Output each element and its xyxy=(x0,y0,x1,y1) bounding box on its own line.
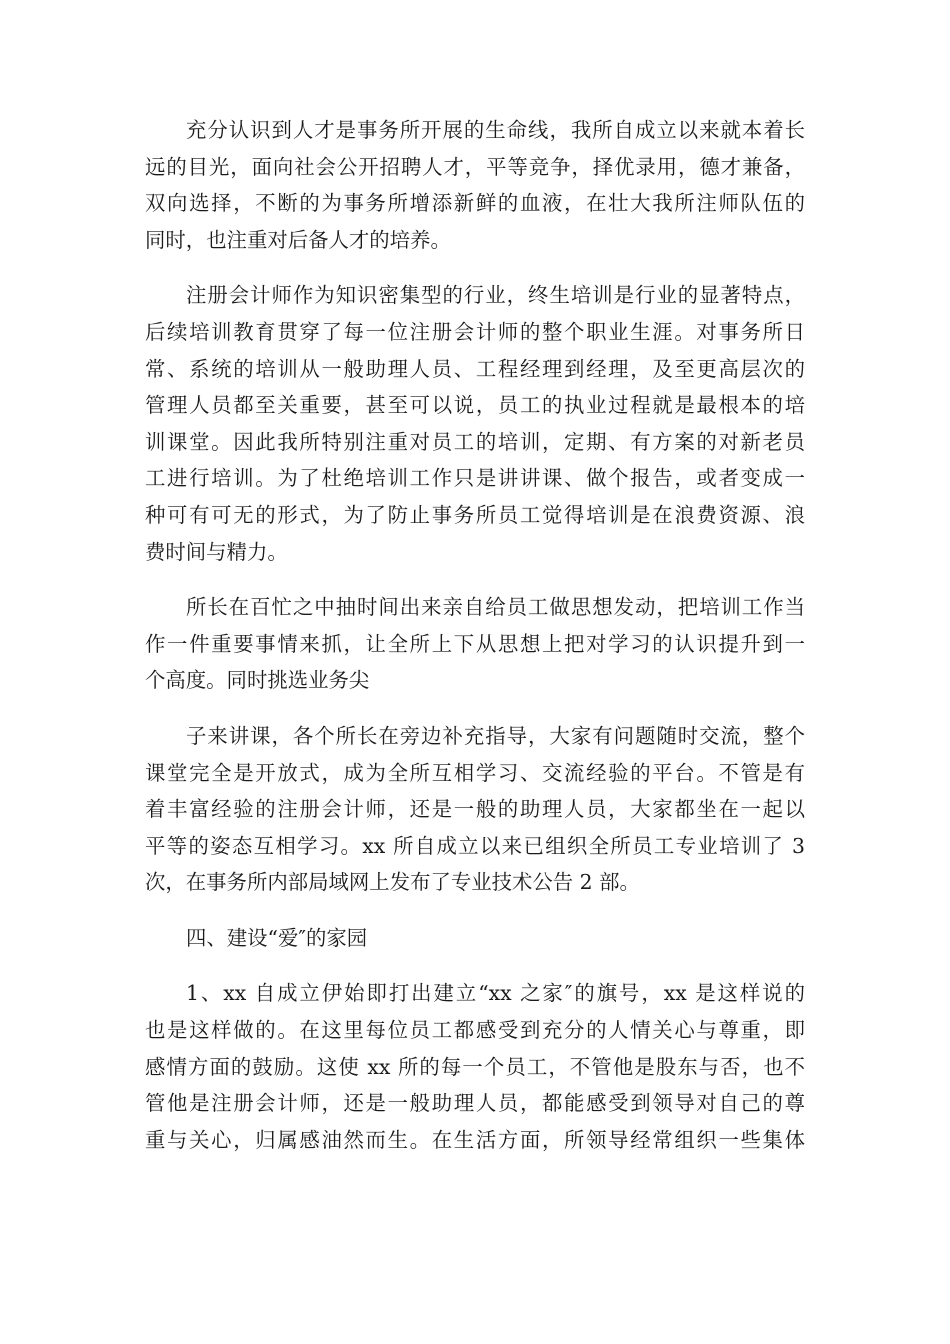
text-line: 管理人员都至关重要，甚至可以说，员工的执业过程就是最根本的培 xyxy=(145,393,805,418)
paragraph-talent-recruitment xyxy=(145,112,805,258)
text-line: 充分认识到人才是事务所开展的生命线，我所自成立以来就本着长 xyxy=(186,118,805,142)
text-line: 着丰富经验的注册会计师，还是一般的助理人员，大家都坐在一起以 xyxy=(145,797,805,822)
text-line: 管他是注册会计师，还是一般助理人员，都能感受到领导对自己的尊 xyxy=(145,1091,805,1116)
paragraph-cpa-training xyxy=(145,277,805,570)
text-line: 所长在百忙之中抽时间出来亲自给员工做思想发动，把培训工作当 xyxy=(186,595,805,620)
heading-line: 四、建设“爱″的家园 xyxy=(186,925,368,950)
text-line: 后续培训教育贯穿了每一位注册会计师的整个职业生涯。对事务所日 xyxy=(145,319,805,344)
text-line: 双向选择，不断的为事务所增添新鲜的血液，在壮大我所注师队伍的 xyxy=(145,191,805,216)
section-heading xyxy=(145,920,805,957)
text-line: 远的目光，面向社会公开招聘人才，平等竞争，择优录用，德才兼备， xyxy=(145,154,805,179)
paragraph-open-classroom xyxy=(145,718,805,901)
text-line: 1、xx 自成立伊始即打出建立“xx 之家″的旗号，xx 是这样说的 xyxy=(186,981,805,1006)
text-line: 常、系统的培训从一般助理人员、工程经理到经理，及至更高层次的 xyxy=(145,356,805,381)
text-line: 工进行培训。为了杜绝培训工作只是讲讲课、做个报告，或者变成一 xyxy=(145,466,805,491)
text-line: 课堂完全是开放式，成为全所互相学习、交流经验的平台。不管是有 xyxy=(145,760,805,785)
text-line: 注册会计师作为知识密集型的行业，终生培训是行业的显著特点， xyxy=(186,283,805,308)
text-line: 同时，也注重对后备人才的培养。 xyxy=(145,227,451,252)
text-line: 感情方面的鼓励。这使 xx 所的每一个员工，不管他是股东与否，也不 xyxy=(145,1054,805,1079)
paragraph-home-of-love xyxy=(145,975,805,1158)
text-line: 次，在事务所内部局域网上发布了专业技术公告 2 部。 xyxy=(145,870,640,895)
text-line: 作一件重要事情来抓，让全所上下从思想上把对学习的认识提升到一 xyxy=(145,631,805,656)
text-line: 也是这样做的。在这里每位员工都感受到充分的人情关心与尊重，即 xyxy=(145,1018,805,1043)
text-line: 个高度。同时挑选业务尖 xyxy=(145,668,370,693)
text-line: 子来讲课，各个所长在旁边补充指导，大家有问题随时交流，整个 xyxy=(186,723,805,748)
text-line: 种可有可无的形式，为了防止事务所员工觉得培训是在浪费资源、浪 xyxy=(145,502,805,527)
text-line: 平等的姿态互相学习。xx 所自成立以来已组织全所员工专业培训了 3 xyxy=(145,833,805,858)
text-line: 训课堂。因此我所特别注重对员工的培训，定期、有方案的对新老员 xyxy=(145,429,805,454)
text-line: 重与关心，归属感油然而生。在生活方面，所领导经常组织一些集体 xyxy=(145,1127,805,1152)
paragraph-director-mobilization xyxy=(145,589,805,699)
text-line: 费时间与精力。 xyxy=(145,539,288,564)
document-page xyxy=(145,112,805,1158)
